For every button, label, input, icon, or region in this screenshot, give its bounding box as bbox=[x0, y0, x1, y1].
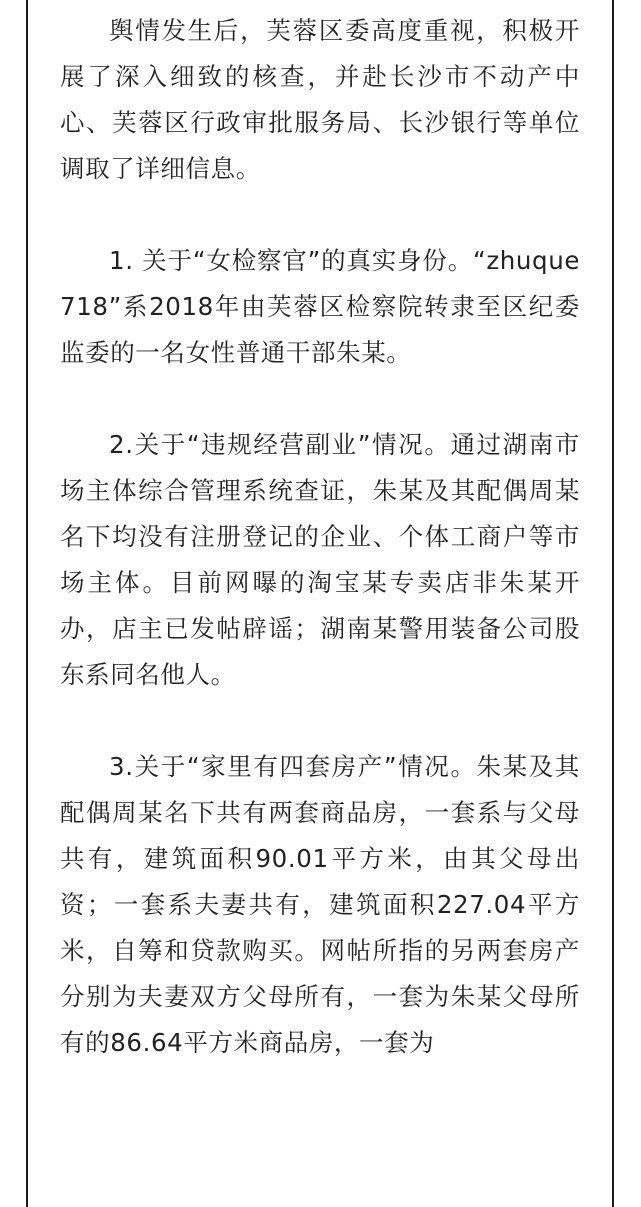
article-body bbox=[60, 8, 580, 1066]
paragraph-gap bbox=[60, 698, 580, 744]
paragraph-property: 3.关于“家里有四套房产”情况。朱某及其配偶周某名下共有两套商品房，一套系与父母共有，建筑面积90.01平方米，由其父母出资；一套系夫妻共有，建筑面积227.04平方米，自筹和贷款购买。网帖所指的另两套房产分别为夫妻双方父母所有，一套为朱某父母所有的86.64平方米商品房，一套为 bbox=[60, 752, 580, 1057]
paragraph-identity: 1. 关于“女检察官”的真实身份。“zhuque718”系2018年由芙蓉区检察院转隶至区纪委监委的一名女性普通干部朱某。 bbox=[60, 246, 580, 367]
paragraph-gap bbox=[60, 376, 580, 422]
paragraph-intro: 舆情发生后，芙蓉区委高度重视，积极开展了深入细致的核查，并赴长沙市不动产中心、芙蓉区行政审批服务局、长沙银行等单位调取了详细信息。 bbox=[60, 16, 580, 183]
paragraph-gap bbox=[60, 192, 580, 238]
paragraph-side-business: 2.关于“违规经营副业”情况。通过湖南市场主体综合管理系统查证，朱某及其配偶周某名下均没有注册登记的企业、个体工商户等市场主体。目前网曝的淘宝某专卖店非朱某开办，店主已发帖辟谣；湖南某警用装备公司股东系同名他人。 bbox=[60, 430, 580, 689]
